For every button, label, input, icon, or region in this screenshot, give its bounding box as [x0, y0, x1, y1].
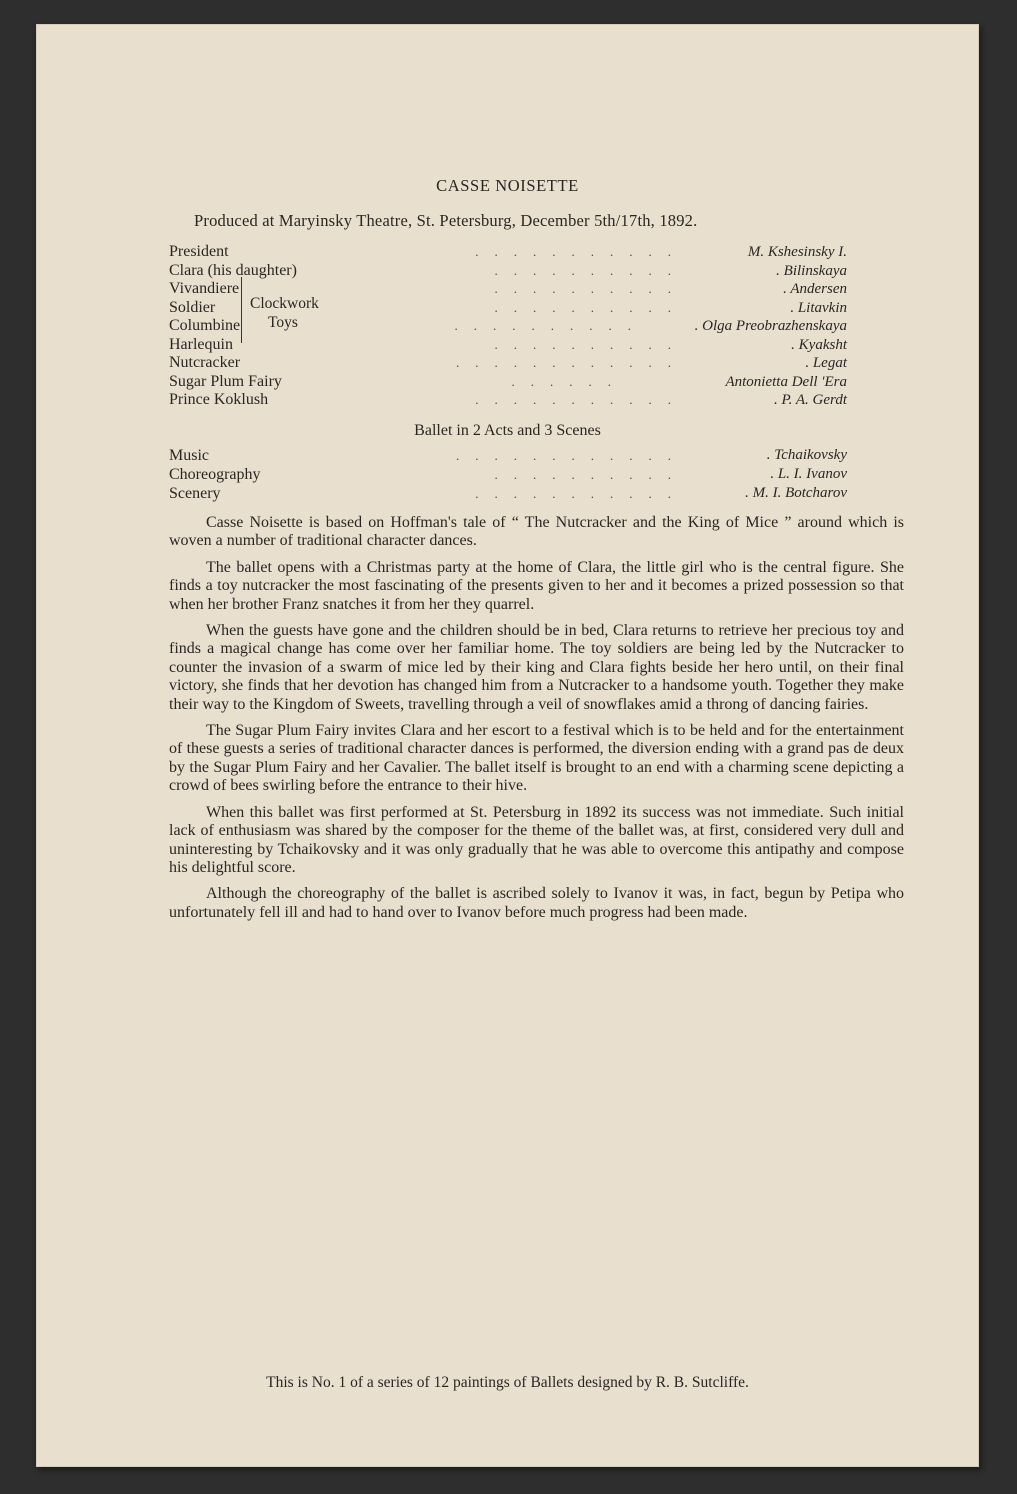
cast-role: President — [169, 243, 229, 260]
cast-role: Vivandiere — [169, 280, 240, 297]
leader-dots: ........... — [475, 392, 687, 407]
leader-dots: ............ — [456, 355, 687, 370]
credit-name: . L. I. Ivanov — [770, 466, 847, 482]
synopsis-paragraph: When the guests have gone and the children should be in bed, Clara returns to retrieve her precious toy and finds a magical change has come over her familiar home. The toy soldiers are being led by the Nutcracker to counter the invasion of a swarm of mice led by their king and Clara fights beside her hero until, on their final victory, she finds that her devotion has changed him from a Nutcracker to a handsome youth. Together they make their way to the Kingdom of Sweets, travelling through a veil of snowflakes amid a throng of dancing fairies. — [169, 622, 904, 713]
synopsis-paragraph: When this ballet was first performed at St. Petersburg in 1892 its success was not immediate. Such initial lack of enthusiasm was shared by the composer for the theme of the ballet was, at first, considered very dull and uninteresting by Tchaikovsky and it was only gradually that he was able to overcome this antipathy and compose his delightful score. — [169, 803, 904, 876]
cast-name: . Olga Preobrazhenskaya — [694, 318, 847, 334]
production-note: Produced at Maryinsky Theatre, St. Petersburg, December 5th/17th, 1892. — [194, 211, 698, 230]
leader-dots: .......... — [494, 336, 687, 352]
cast-role: Nutcracker — [169, 354, 241, 371]
cast-name: . Andersen — [783, 281, 847, 297]
cast-name: M. Kshesinsky I. — [747, 244, 847, 260]
leader-dots: .......... — [494, 467, 687, 482]
cast-row — [169, 262, 847, 281]
program-page — [36, 24, 979, 1467]
ballet-subheading: Ballet in 2 Acts and 3 Scenes — [414, 422, 601, 439]
cast-name: . Legat — [805, 355, 847, 371]
series-footer: This is No. 1 of a series of 12 paintings of Ballets designed by R. B. Sutcliffe. — [266, 1374, 749, 1391]
cast-name: . P. A. Gerdt — [773, 392, 847, 408]
credit-role: Scenery — [169, 485, 221, 502]
synopsis-paragraph: The ballet opens with a Christmas party at the home of Clara, the little girl who is the central figure. She finds a toy nutcracker the most fascinating of the presents given to her and it becomes a prized possession so that when her brother Franz snatches it from her they quarrel. — [169, 558, 904, 613]
brace-labels — [250, 294, 319, 332]
cast-row — [169, 243, 847, 262]
cast-name: . Kyaksht — [791, 336, 847, 353]
credit-role: Music — [169, 447, 209, 464]
leader-dots: ............ — [456, 448, 687, 463]
brace-left — [241, 277, 242, 343]
brace-label: Clockwork — [250, 295, 319, 312]
cast-name: Antonietta Dell 'Era — [725, 373, 847, 390]
synopsis-paragraph: Although the choreography of the ballet is ascribed solely to Ivanov it was, in fact, begun by Petipa who unfortunately fell ill and had to hand over to Ivanov before much progress had been made. — [169, 885, 904, 921]
cast-row — [169, 354, 847, 373]
cast-role: Columbine — [169, 317, 241, 334]
cast-row — [169, 336, 847, 355]
credit-row — [169, 484, 847, 503]
credits-list — [169, 446, 847, 503]
cast-role: Sugar Plum Fairy — [169, 372, 282, 390]
credit-name: . Tchaikovsky — [766, 447, 847, 463]
synopsis-paragraph: The Sugar Plum Fairy invites Clara and her escort to a festival which is to be held and for the entertainment of these guests a series of traditional character dances is performed, the diversion ending with a grand pas de deux by the Sugar Plum Fairy and her Cavalier. The ballet itself is brought to an end with a charming scene depicting a crowd of bees swirling before the entrance to their hive. — [169, 722, 904, 795]
page-title: CASSE NOISETTE — [436, 176, 579, 195]
cast-row — [169, 373, 847, 392]
leader-dots: .......... — [454, 318, 647, 333]
cast-role: Prince Koklush — [169, 391, 269, 408]
credit-row — [169, 446, 847, 465]
leader-dots: ........... — [475, 244, 687, 259]
cast-role: Soldier — [169, 298, 216, 316]
synopsis-paragraph: Casse Noisette is based on Hoffman's tale of “ The Nutcracker and the King of Mice ” around which is woven a number of traditional character dances. — [169, 514, 904, 550]
credit-role: Choreography — [169, 466, 261, 483]
credit-row — [169, 465, 847, 484]
leader-dots: ........... — [475, 486, 687, 501]
cast-role: Clara (his daughter) — [169, 261, 297, 279]
leader-dots: .......... — [494, 299, 687, 315]
credit-name: . M. I. Botcharov — [745, 485, 847, 501]
leader-dots: .......... — [494, 281, 687, 296]
leader-dots: ...... — [511, 373, 627, 389]
brace-label: Toys — [268, 314, 298, 331]
cast-name: . Litavkin — [790, 299, 847, 316]
cast-name: . Bilinskaya — [776, 262, 847, 279]
synopsis — [169, 514, 904, 930]
cast-row — [169, 391, 847, 410]
cast-role: Harlequin — [169, 335, 233, 353]
leader-dots: .......... — [494, 262, 687, 278]
